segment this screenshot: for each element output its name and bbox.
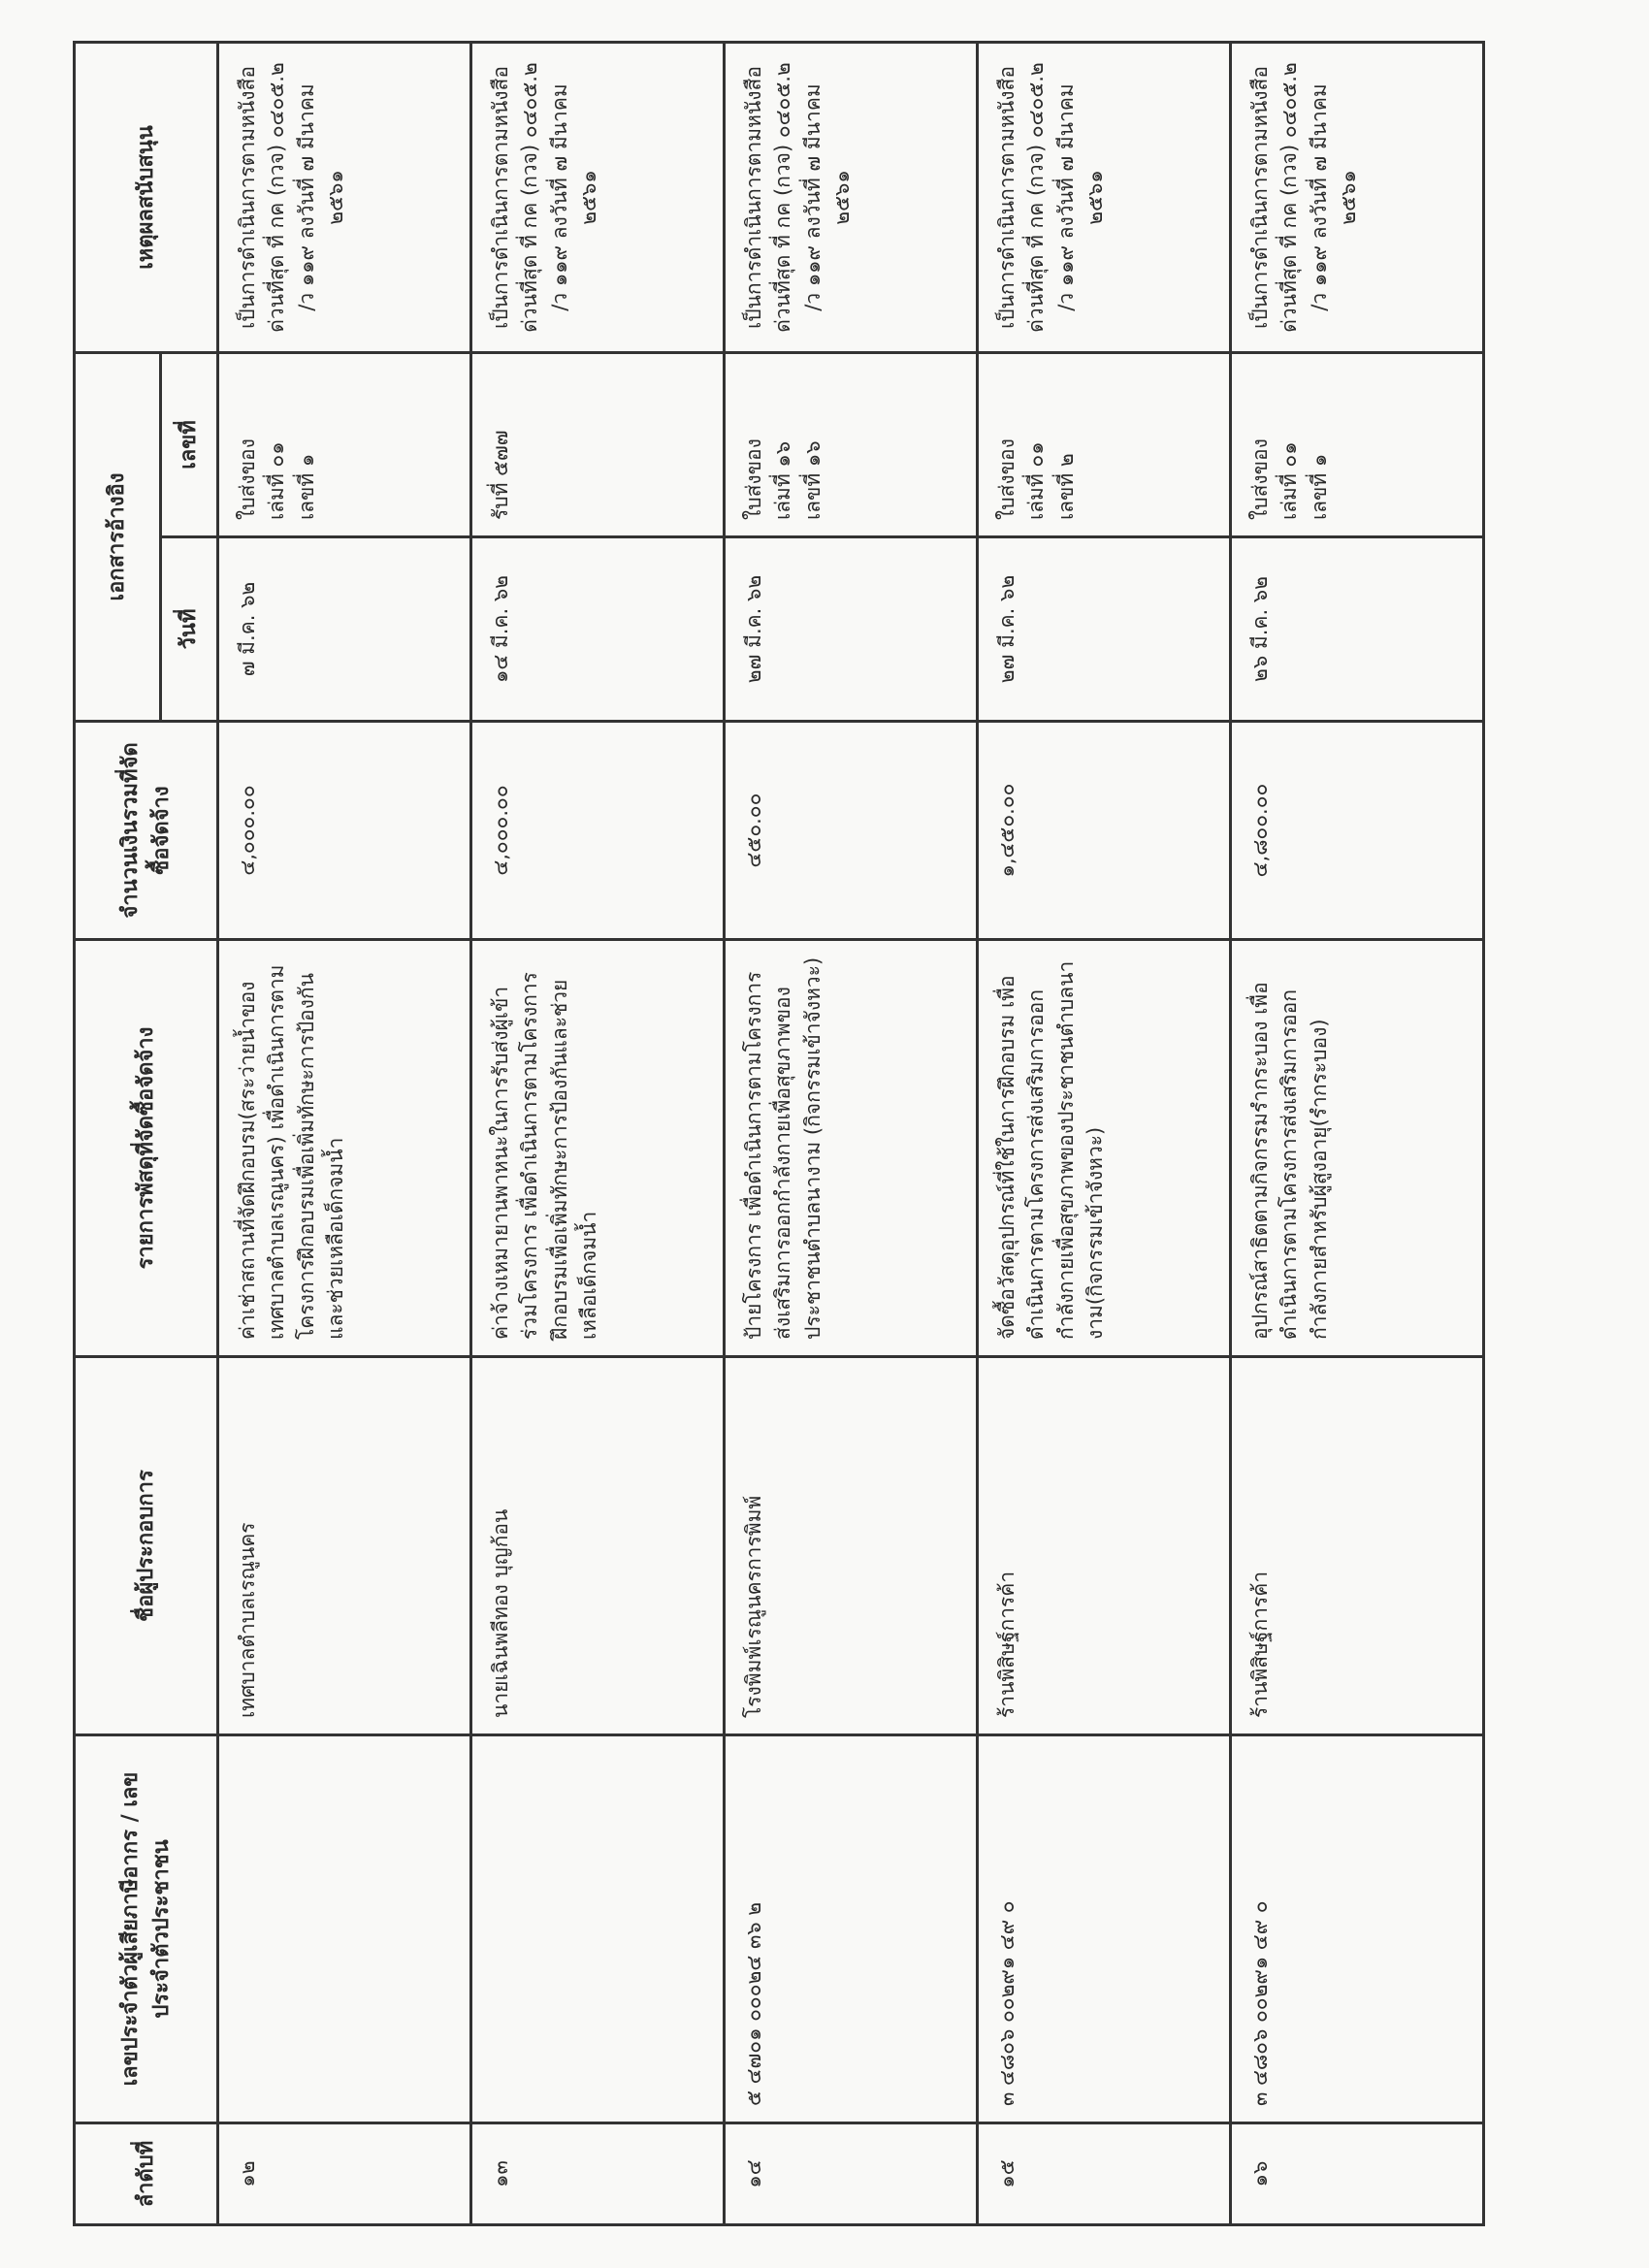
- header-reason: เหตุผลสนับสนุน: [75, 42, 218, 352]
- cell-amount: ๔,๘๐๐.๐๐: [1231, 722, 1484, 940]
- cell-ref: [725, 352, 978, 536]
- cell-tax-id: [471, 1735, 725, 2123]
- rotated-table-container: [73, 44, 1406, 2226]
- ref-line: ใบส่งของ: [742, 438, 765, 520]
- cell-item: ป้ายโครงการ เพื่อดำเนินการตามโครงการส่งเสริมการออกกำลังกายเพื่อสุขภาพของประชาชนตำบลนางาม (กิจกรรมเข้าจังหวะ): [725, 940, 978, 1357]
- cell-date: ๒๖ มี.ค. ๖๒: [1231, 537, 1484, 722]
- ref-line: เลขที่ ๒: [1053, 453, 1078, 520]
- cell-vendor: ร้านพิสิษฐ์การค้า: [978, 1357, 1231, 1735]
- header-date: วันที่: [161, 537, 218, 722]
- ref-line: เล่มที่ ๑๖: [771, 440, 795, 520]
- cell-item: ค่าจ้างเหมายานพาหนะในการรับส่งผู้เข้าร่วมโครงการ เพื่อดำเนินการตามโครงการฝึกอบรมเพื่อเพิ่มทักษะการป้องกันและช่วยเหลือเด็กจมน้ำ: [471, 940, 725, 1357]
- ref-line: เล่มที่ ๐๑: [265, 441, 289, 520]
- header-amount: จำนวนเงินรวมที่จัดซื้อจัดจ้าง: [75, 722, 218, 940]
- ref-line: เลขที่ ๑๖: [800, 440, 824, 520]
- cell-seq: ๑๒: [218, 2123, 471, 2225]
- cell-item: จัดซื้อวัสดุอุปกรณ์ที่ใช้ในการฝึกอบรม เพื่อดำเนินการตามโครงการส่งเสริมการออกกำลังกายเพื่อสุขภาพของประชาชนตำบลนางาม(กิจกรรมเข้าจังหวะ): [978, 940, 1231, 1357]
- header-seq: ลำดับที่: [75, 2123, 218, 2225]
- cell-amount: ๔๕๐.๐๐: [725, 722, 978, 940]
- ref-line: เลขที่ ๑: [1307, 453, 1331, 520]
- ref-line: ใบส่งของ: [1248, 438, 1272, 520]
- cell-seq: ๑๕: [978, 2123, 1231, 2225]
- ref-line: รับที่ ๕๗๗: [489, 430, 512, 520]
- ref-line: เล่มที่ ๐๑: [1024, 441, 1049, 520]
- cell-ref: [978, 352, 1231, 536]
- ref-line: ใบส่งของ: [995, 438, 1018, 520]
- cell-ref: [1231, 352, 1484, 536]
- table-row: [471, 42, 725, 2224]
- cell-reason: เป็นการดำเนินการตามหนังสือด่วนที่สุด ที่ กค (กวจ) ๐๔๐๕.๒ /ว ๑๑๙ ลงวันที่ ๗ มีนาคม ๒๕๖๑: [218, 42, 471, 352]
- cell-tax-id: ๓ ๔๘๐๖ ๐๐๒๙๑ ๔๙ ๐: [978, 1735, 1231, 2123]
- table-row: [1231, 42, 1484, 2224]
- table-row: [978, 42, 1231, 2224]
- procurement-table: [73, 41, 1485, 2226]
- cell-reason: เป็นการดำเนินการตามหนังสือด่วนที่สุด ที่ กค (กวจ) ๐๔๐๕.๒ /ว ๑๑๙ ลงวันที่ ๗ มีนาคม ๒๕๖๑: [978, 42, 1231, 352]
- cell-tax-id: ๓ ๔๘๐๖ ๐๐๒๙๑ ๔๙ ๐: [1231, 1735, 1484, 2123]
- cell-tax-id: [218, 1735, 471, 2123]
- cell-amount: ๔,๐๐๐.๐๐: [218, 722, 471, 940]
- cell-reason: เป็นการดำเนินการตามหนังสือด่วนที่สุด ที่ กค (กวจ) ๐๔๐๕.๒ /ว ๑๑๙ ลงวันที่ ๗ มีนาคม ๒๕๖๑: [725, 42, 978, 352]
- cell-seq: ๑๓: [471, 2123, 725, 2225]
- ref-line: ใบส่งของ: [236, 438, 259, 520]
- cell-vendor: โรงพิมพ์เรณูนครการพิมพ์: [725, 1357, 978, 1735]
- cell-tax-id: ๕ ๔๗๐๑ ๐๐๐๒๔ ๓๖ ๒: [725, 1735, 978, 2123]
- cell-reason: เป็นการดำเนินการตามหนังสือด่วนที่สุด ที่ กค (กวจ) ๐๔๐๕.๒ /ว ๑๑๙ ลงวันที่ ๗ มีนาคม ๒๕๖๑: [1231, 42, 1484, 352]
- ref-line: เล่มที่ ๐๑: [1277, 441, 1302, 520]
- cell-seq: ๑๔: [725, 2123, 978, 2225]
- cell-amount: ๔,๐๐๐.๐๐: [471, 722, 725, 940]
- cell-date: ๗ มี.ค. ๖๒: [218, 537, 471, 722]
- header-doc-ref: เอกสารอ้างอิง: [75, 352, 161, 721]
- header-vendor: ชื่อผู้ประกอบการ: [75, 1357, 218, 1735]
- cell-seq: ๑๖: [1231, 2123, 1484, 2225]
- table-body: [218, 42, 1484, 2224]
- table-row: [218, 42, 471, 2224]
- cell-item: ค่าเช่าสถานที่จัดฝึกอบรม(สระว่ายน้ำของเทศบาลตำบลเรณูนคร) เพื่อดำเนินการตามโครงการฝึกอบรมเพื่อเพิ่มทักษะการป้องกันและช่วยเหลือเด็กจมน้ำ: [218, 940, 471, 1357]
- header-number: เลขที่: [161, 352, 218, 536]
- cell-item: อุปกรณ์สาธิตตามกิจกรรมรำกระบอง เพื่อดำเนินการตามโครงการส่งเสริมการออกกำลังกายสำหรับผู้สูงอายุ(รำกระบอง): [1231, 940, 1484, 1357]
- cell-date: ๒๗ มี.ค. ๖๒: [725, 537, 978, 722]
- cell-date: ๒๗ มี.ค. ๖๒: [978, 537, 1231, 722]
- header-item: รายการพัสดุที่จัดซื้อจัดจ้าง: [75, 940, 218, 1357]
- ref-line: เลขที่ ๑: [294, 453, 318, 520]
- header-tax-id: เลขประจำตัวผู้เสียภาษีอากร / เลขประจำตัวประชาชน: [75, 1735, 218, 2123]
- cell-vendor: ร้านพิสิษฐ์การค้า: [1231, 1357, 1484, 1735]
- cell-amount: ๑,๔๕๐.๐๐: [978, 722, 1231, 940]
- cell-vendor: เทศบาลตำบลเรณูนคร: [218, 1357, 471, 1735]
- cell-ref: [471, 352, 725, 536]
- cell-ref: [218, 352, 471, 536]
- cell-vendor: นายเฉินพลีทอง บุญก้อน: [471, 1357, 725, 1735]
- cell-date: ๑๔ มี.ค. ๖๒: [471, 537, 725, 722]
- table-row: [725, 42, 978, 2224]
- cell-reason: เป็นการดำเนินการตามหนังสือด่วนที่สุด ที่ กค (กวจ) ๐๔๐๕.๒ /ว ๑๑๙ ลงวันที่ ๗ มีนาคม ๒๕๖๑: [471, 42, 725, 352]
